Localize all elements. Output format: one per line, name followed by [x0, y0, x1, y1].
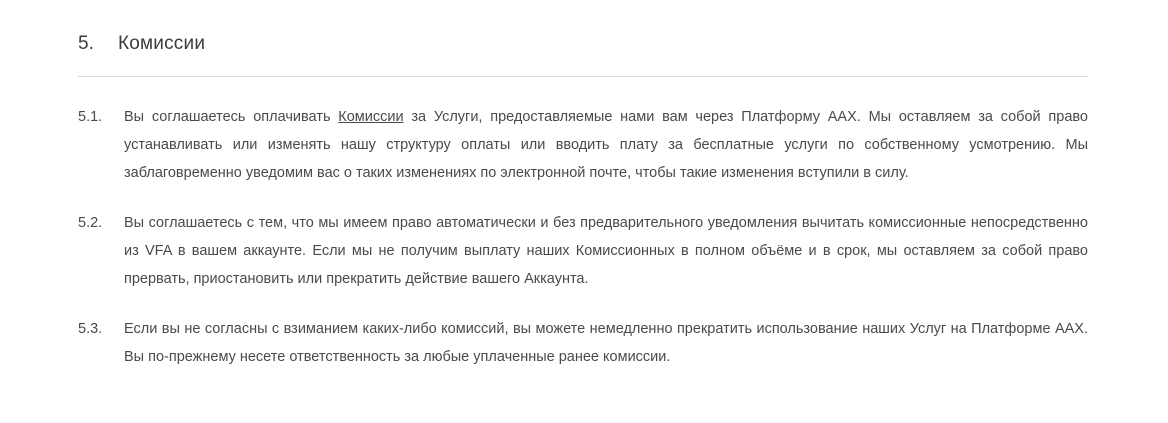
clause-text: Вы соглашаетесь с тем, что мы имеем право автоматически и без предварительного уведомления вычитать комиссионные непосредственно из VFA в вашем аккаунте. Если мы не получим выплату наших Комиссионных в полном объёме и в срок, мы оставляем за собой право прервать, приостановить или прекратить действие вашего Аккаунта. [124, 215, 1088, 287]
clause-text-rest: за Услуги, предоставляемые нами вам через Платформу AAX. Мы оставляем за собой право устанавливать или изменять нашу структуру оплаты или вводить плату за бесплатные услуги по собственному усмотрению. Мы заблаговременно уведомим вас о таких изменениях по электронной почте, чтобы такие изменения вступили в силу. [124, 109, 1088, 181]
list-item [78, 103, 1088, 187]
section-title: Комиссии [118, 33, 206, 54]
commissions-link[interactable]: Комиссии [338, 109, 404, 125]
section-number: 5. [78, 33, 94, 54]
clause-number: 5.2. [78, 215, 103, 231]
list-item [78, 315, 1088, 371]
clause-number: 5.3. [78, 321, 103, 337]
page-title [0, 0, 1168, 58]
clause-text [124, 103, 1088, 187]
clause-number: 5.1. [78, 109, 103, 125]
clause-text-lead: Вы соглашаетесь оплачивать [124, 109, 339, 125]
heading-divider [78, 76, 1088, 77]
list-item [78, 209, 1088, 293]
clause-text: Если вы не согласны с взиманием каких-либо комиссий, вы можете немедленно прекратить использование наших Услуг на Платформе AAX. Вы по-прежнему несете ответственность за любые уплаченные ранее комиссии. [124, 321, 1088, 365]
clause-list [0, 103, 1168, 371]
